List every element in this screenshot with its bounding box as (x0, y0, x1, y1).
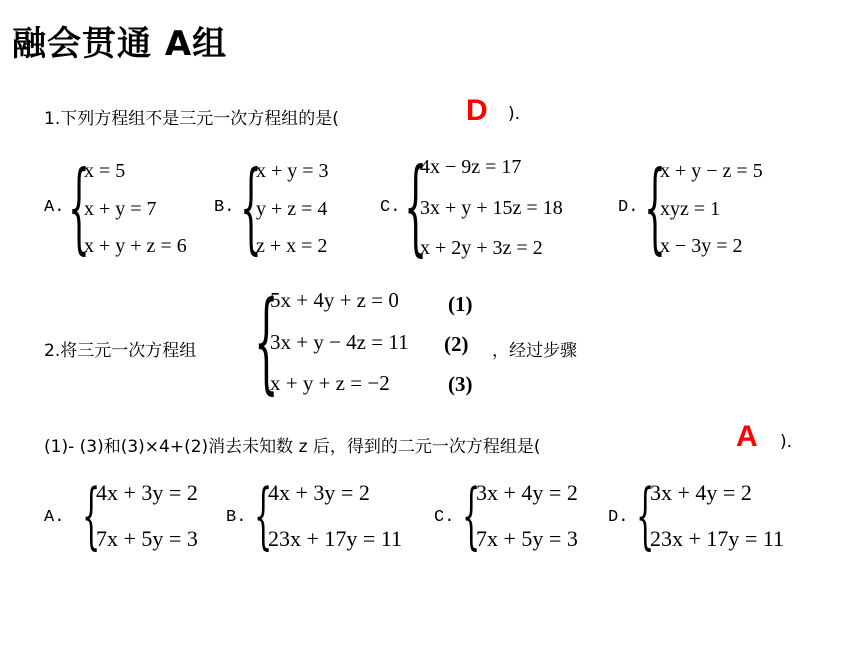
brace-icon: { (82, 473, 101, 557)
q2-option-a-label: A. (44, 508, 65, 527)
brace-icon: { (240, 151, 262, 265)
q2-a-eq-1: 4x + 3y = 2 (96, 480, 198, 505)
q2-option-a-system (82, 473, 198, 557)
q1-b-eq-3: z + x = 2 (256, 235, 328, 257)
q1-option-c-system (404, 145, 563, 267)
q1-d-eq-3: x − 3y = 2 (660, 235, 743, 257)
q2-d-eq-2: 23x + 17y = 11 (650, 526, 784, 551)
question-1-suffix: ). (508, 104, 521, 124)
q1-option-b-system (240, 151, 329, 265)
question-2-answer: A (736, 420, 758, 453)
q1-a-eq-2: x + y = 7 (84, 197, 157, 220)
question-2-prefix: 2.将三元一次方程组 (44, 341, 197, 361)
q2-b-eq-2: 23x + 17y = 11 (268, 526, 402, 551)
q2-c-eq-1: 3x + 4y = 2 (476, 480, 578, 505)
q1-d-eq-2: xyz = 1 (660, 197, 721, 220)
question-2-line-2-suffix: ). (780, 432, 793, 452)
q2-option-b-system (254, 473, 402, 557)
q2-option-d-system (636, 473, 784, 557)
q2-a-eq-2: 7x + 5y = 3 (96, 526, 198, 551)
page-title: 融会贯通 A组 (12, 24, 228, 64)
q1-option-a-system (68, 151, 187, 265)
brace-icon: { (644, 151, 666, 265)
q1-d-eq-1: x + y − z = 5 (660, 160, 763, 182)
question-2-line-2: (1)- (3)和(3)×4+(2)消去未知数 z 后，得到的二元一次方程组是( (44, 437, 541, 457)
q1-option-c-label: C. (380, 198, 401, 217)
q2-b-eq-1: 4x + 3y = 2 (268, 480, 370, 505)
q2-c-eq-2: 7x + 5y = 3 (476, 526, 578, 551)
q1-c-eq-1: 4x − 9z = 17 (420, 156, 522, 178)
q1-a-eq-3: x + y + z = 6 (84, 235, 187, 257)
q1-c-eq-2: 3x + y + 15z = 18 (420, 196, 563, 219)
brace-icon: { (254, 277, 279, 405)
brace-icon: { (68, 151, 90, 265)
q1-c-eq-3: x + 2y + 3z = 2 (420, 237, 543, 259)
q2-eq-3: x + y + z = −2 (270, 371, 390, 395)
question-1-answer: D (466, 94, 488, 127)
q1-b-eq-2: y + z = 4 (256, 197, 328, 220)
q1-option-d-system (644, 151, 763, 265)
q1-b-eq-1: x + y = 3 (256, 160, 329, 182)
q2-option-d-label: D. (608, 508, 629, 527)
q2-eq-num-1: (1) (448, 292, 473, 316)
question-1-prefix: 1.下列方程组不是三元一次方程组的是( (44, 109, 339, 129)
q1-option-d-label: D. (618, 198, 639, 217)
question-2-suffix: ，经过步骤 (492, 341, 577, 361)
q2-option-c-system (462, 473, 578, 557)
q2-eq-num-2: (2) (444, 332, 469, 356)
q2-option-c-label: C. (434, 508, 455, 527)
q1-option-a-label: A. (44, 198, 65, 217)
q2-eq-1: 5x + 4y + z = 0 (270, 288, 399, 312)
q2-option-b-label: B. (226, 508, 247, 527)
brace-icon: { (636, 473, 655, 557)
brace-icon: { (404, 145, 428, 267)
q2-d-eq-1: 3x + 4y = 2 (650, 480, 752, 505)
q2-eq-num-3: (3) (448, 372, 473, 396)
q2-given-system (254, 277, 409, 405)
brace-icon: { (462, 473, 481, 557)
q1-a-eq-1: x = 5 (84, 160, 126, 182)
brace-icon: { (254, 473, 273, 557)
q2-eq-2: 3x + y − 4z = 11 (270, 329, 409, 354)
q1-option-b-label: B. (214, 198, 235, 217)
